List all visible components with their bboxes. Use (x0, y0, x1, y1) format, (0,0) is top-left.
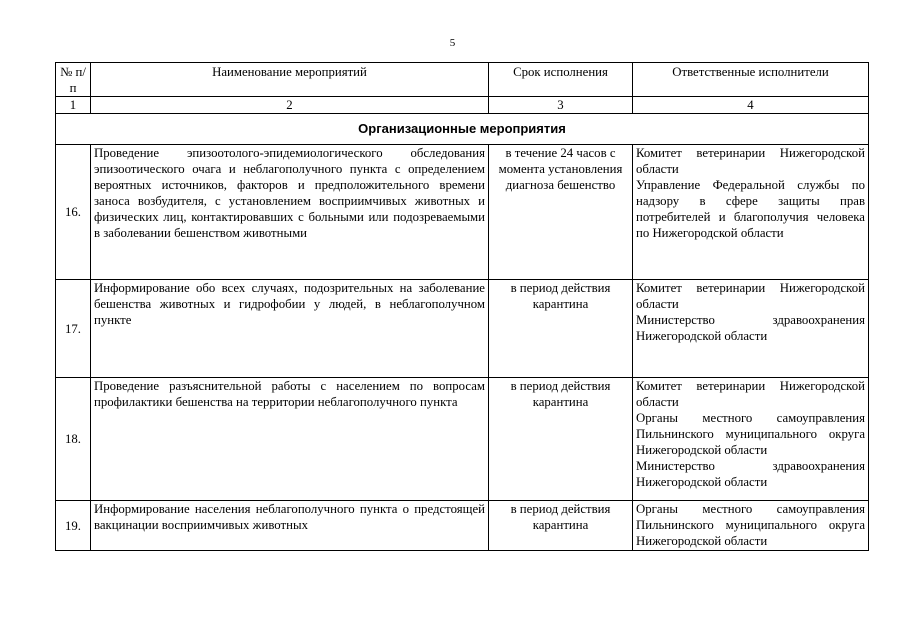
column-index: 2 (91, 97, 489, 114)
responsible-entry: Комитет ветеринарии Нижегородской области (636, 146, 865, 176)
responsible-entry: Комитет ветеринарии Нижегородской области (636, 281, 865, 311)
header-responsible: Ответственные исполнители (633, 63, 869, 97)
row-number: 17. (56, 280, 91, 378)
row-number: 16. (56, 145, 91, 280)
table-header-row (56, 63, 869, 97)
section-row (56, 114, 869, 145)
header-term: Срок исполнения (489, 63, 633, 97)
responsible-entry: Министерство здравоохранения Нижегородской области (636, 313, 865, 343)
responsible-entry: Комитет ветеринарии Нижегородской области (636, 379, 865, 409)
row-responsible (633, 145, 869, 280)
row-measure-name: Информирование населения неблагополучного пункта о предстоящей вакцинации восприимчивых животных (91, 501, 489, 551)
row-term: в период действия карантина (489, 280, 633, 378)
row-measure-name: Информирование обо всех случаях, подозрительных на заболевание бешенства животных и гидрофобии у людей, в неблагополучном пункте (91, 280, 489, 378)
section-title: Организационные мероприятия (56, 114, 869, 145)
column-index-row (56, 97, 869, 114)
column-index: 4 (633, 97, 869, 114)
row-measure-name: Проведение эпизоотолого-эпидемиологического обследования эпизоотического очага и неблагополучного пункта с определением вероятных источников, факторов и предположительного времени заноса возбудителя, с установлением восприимчивых животных и физических лиц, контактировавших с больными или подозреваемыми в заболевании бешенством животными (91, 145, 489, 280)
column-index: 1 (56, 97, 91, 114)
responsible-entry: Управление Федеральной службы по надзору в сфере защиты прав потребителей и благополучия человека по Нижегородской области (636, 178, 865, 240)
column-index: 3 (489, 97, 633, 114)
row-measure-name: Проведение разъяснительной работы с населением по вопросам профилактики бешенства на территории неблагополучного пункта (91, 378, 489, 501)
row-responsible (633, 378, 869, 501)
measures-table (55, 62, 869, 551)
table-row (56, 501, 869, 551)
row-responsible (633, 280, 869, 378)
row-responsible (633, 501, 869, 551)
responsible-entry: Органы местного самоуправления Пильнинского муниципального округа Нижегородской области (636, 502, 865, 548)
responsible-entry: Министерство здравоохранения Нижегородской области (636, 459, 865, 489)
header-name: Наименование мероприятий (91, 63, 489, 97)
row-term: в период действия карантина (489, 378, 633, 501)
table-row (56, 280, 869, 378)
table-row (56, 145, 869, 280)
page-number: 5 (449, 37, 456, 49)
row-term: в течение 24 часов с момента установления диагноза бешенство (489, 145, 633, 280)
row-number: 18. (56, 378, 91, 501)
row-term: в период действия карантина (489, 501, 633, 551)
header-num: № п/п (56, 63, 91, 97)
row-number: 19. (56, 501, 91, 551)
table-row (56, 378, 869, 501)
responsible-entry: Органы местного самоуправления Пильнинского муниципального округа Нижегородской области (636, 411, 865, 457)
